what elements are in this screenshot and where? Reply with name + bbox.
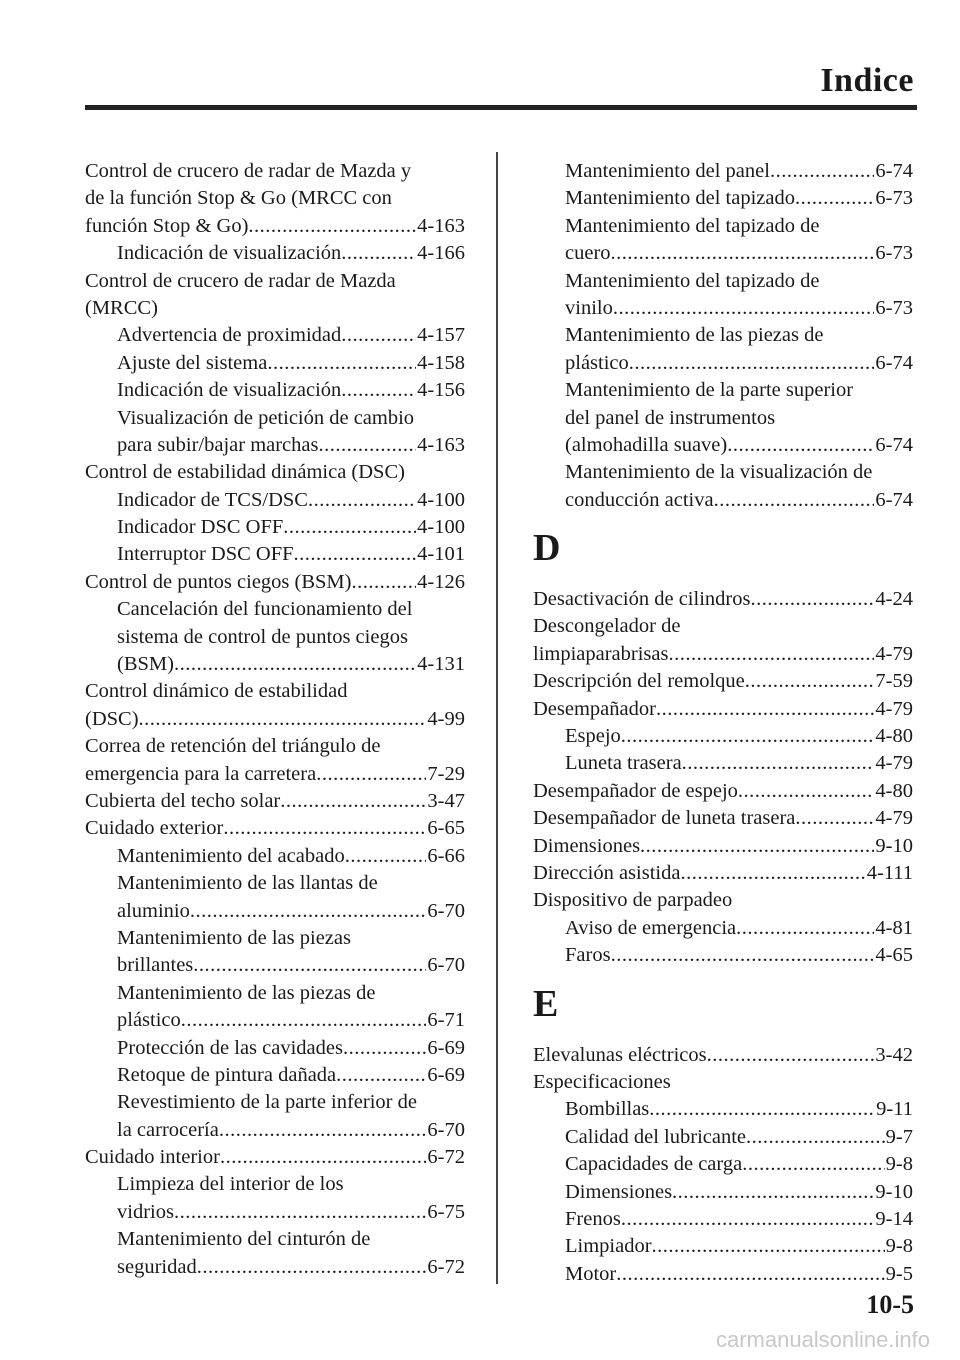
index-entry [533, 668, 913, 695]
entry-page-ref: 4-101 [417, 543, 465, 566]
entry-term: cuero [565, 242, 611, 265]
dot-leader [220, 1144, 426, 1171]
index-entry: Correa de retención del triángulo de [85, 735, 381, 758]
index-entry: Mantenimiento de las llantas de [117, 872, 378, 895]
entry-page-ref: 4-131 [417, 653, 465, 676]
index-entry [533, 432, 913, 459]
dot-leader [280, 788, 426, 815]
index-entry: (MRCC) [85, 296, 158, 319]
dot-leader [248, 213, 416, 240]
entry-page-ref: 4-157 [417, 324, 465, 347]
index-entry [85, 514, 465, 541]
header-rule [85, 105, 917, 110]
index-entry [533, 915, 913, 942]
index-entry [85, 541, 465, 568]
dot-leader [190, 898, 427, 925]
dot-leader [629, 350, 875, 377]
index-entry [85, 843, 465, 870]
index-entry [533, 350, 913, 377]
entry-term: Indicación de visualización [117, 242, 342, 265]
index-entry: Mantenimiento del cinturón de [117, 1228, 371, 1251]
dot-leader [746, 1124, 885, 1151]
dot-leader [197, 1254, 427, 1281]
entry-page-ref: 4-100 [417, 488, 465, 511]
dot-leader [193, 952, 426, 979]
index-entry [85, 952, 465, 979]
dot-leader [649, 1096, 875, 1123]
entry-page-ref: 4-79 [875, 807, 913, 830]
dot-leader [352, 569, 417, 596]
dot-leader [745, 668, 875, 695]
entry-term: Indicador DSC OFF [117, 516, 284, 539]
entry-term: Espejo [565, 725, 621, 748]
index-entry [533, 860, 913, 887]
entry-term: emergencia para la carretera [85, 762, 317, 785]
entry-page-ref: 4-156 [417, 379, 465, 402]
index-column-left [85, 158, 465, 1281]
entry-page-ref: 6-74 [875, 488, 913, 511]
dot-leader [770, 158, 874, 185]
index-entry: Limpieza del interior de los [117, 1173, 344, 1196]
index-entry [533, 185, 913, 212]
dot-leader [308, 487, 416, 514]
entry-page-ref: 4-126 [417, 570, 465, 593]
index-entry: Revestimiento de la parte inferior de [117, 1091, 417, 1114]
index-entry [533, 1151, 913, 1178]
entry-page-ref: 4-100 [417, 516, 465, 539]
dot-leader [611, 240, 875, 267]
entry-term: Retoque de pintura dañada [117, 1063, 337, 1086]
dot-leader [611, 942, 875, 969]
dot-leader [672, 1179, 874, 1206]
index-entry [85, 1144, 465, 1171]
entry-term: función Stop & Go) [85, 214, 249, 237]
entry-term: Limpiador [565, 1235, 652, 1258]
index-entry [533, 158, 913, 185]
entry-term: la carrocería [117, 1118, 219, 1141]
index-entry: Especificaciones [533, 1070, 671, 1093]
index-section-e [533, 1042, 913, 1289]
index-entry [85, 1199, 465, 1226]
index-entry [85, 322, 465, 349]
dot-leader [738, 778, 875, 805]
entry-term: Mantenimiento del tapizado [565, 187, 795, 210]
entry-term: Dimensiones [565, 1180, 673, 1203]
entry-page-ref: 9-5 [885, 1262, 913, 1285]
entry-term: Cubierta del techo solar [85, 789, 281, 812]
entry-term: Desactivación de cilindros [533, 588, 751, 611]
entry-term: Dirección asistida [533, 861, 681, 884]
dot-leader [682, 750, 875, 777]
entry-term: Capacidades de carga [565, 1153, 743, 1176]
index-entry [533, 805, 913, 832]
entry-page-ref: 9-7 [885, 1125, 913, 1148]
entry-term: Faros [565, 944, 611, 967]
index-entry [85, 788, 465, 815]
dot-leader [181, 1007, 427, 1034]
dot-leader [640, 833, 874, 860]
entry-page-ref: 7-59 [875, 670, 913, 693]
index-entry [533, 1233, 913, 1260]
entry-term: Mantenimiento del acabado [117, 844, 345, 867]
entry-page-ref: 4-81 [875, 916, 913, 939]
entry-page-ref: 6-71 [427, 1009, 465, 1032]
column-divider [496, 152, 498, 1284]
entry-term: plástico [117, 1009, 181, 1032]
entry-page-ref: 6-70 [427, 899, 465, 922]
entry-page-ref: 6-74 [875, 351, 913, 374]
dot-leader [750, 586, 874, 613]
entry-page-ref: 6-72 [427, 1255, 465, 1278]
entry-term: Control de puntos ciegos (BSM) [85, 570, 352, 593]
entry-term: conducción activa [565, 488, 714, 511]
entry-term: Ajuste del sistema [117, 351, 268, 374]
dot-leader [336, 1062, 426, 1089]
index-entry [85, 350, 465, 377]
entry-page-ref: 6-72 [427, 1146, 465, 1169]
index-entry [85, 1117, 465, 1144]
index-entry [533, 750, 913, 777]
dot-leader [341, 377, 416, 404]
index-entry [533, 586, 913, 613]
index-entry: Mantenimiento del tapizado de [565, 269, 820, 292]
dot-leader [652, 1233, 885, 1260]
page-number: 10-5 [866, 1290, 914, 1319]
entry-term: Desempañador de luneta trasera [533, 807, 796, 830]
entry-term: Indicación de visualización [117, 379, 342, 402]
entry-page-ref: 9-11 [876, 1098, 913, 1121]
section-letter-d: D [533, 527, 561, 570]
index-entry [533, 833, 913, 860]
index-entry [85, 1062, 465, 1089]
index-entry [85, 1254, 465, 1281]
dot-leader [319, 432, 417, 459]
dot-leader [345, 843, 427, 870]
dot-leader [174, 1199, 426, 1226]
dot-leader [341, 322, 416, 349]
entry-page-ref: 6-70 [427, 954, 465, 977]
entry-page-ref: 4-163 [417, 433, 465, 456]
index-entry [533, 942, 913, 969]
dot-leader [343, 1035, 426, 1062]
entry-page-ref: 4-80 [875, 725, 913, 748]
index-entry: Control de crucero de radar de Mazda y [85, 160, 412, 182]
index-entry [533, 240, 913, 267]
entry-term: seguridad [117, 1255, 197, 1278]
entry-page-ref: 9-8 [885, 1153, 913, 1176]
index-entry: Control de estabilidad dinámica (DSC) [85, 461, 405, 484]
entry-page-ref: 4-99 [427, 707, 465, 730]
index-entry [533, 1096, 913, 1123]
index-entry [533, 723, 913, 750]
index-entry: Control de crucero de radar de Mazda [85, 269, 396, 292]
index-entry: Mantenimiento de la visualización de [565, 461, 873, 484]
entry-term: Desempañador [533, 697, 656, 720]
index-continued-list [533, 158, 913, 514]
entry-term: vinilo [565, 296, 613, 319]
index-entry [85, 213, 465, 240]
index-entry [85, 569, 465, 596]
dot-leader [616, 1261, 884, 1288]
dot-leader [223, 815, 426, 842]
dot-leader [707, 1042, 875, 1069]
entry-term: Protección de las cavidades [117, 1036, 343, 1059]
entry-page-ref: 6-69 [427, 1036, 465, 1059]
entry-page-ref: 4-111 [866, 861, 913, 884]
entry-term: (almohadilla suave) [565, 433, 728, 456]
entry-term: limpiaparabrisas [533, 642, 669, 665]
index-entry: del panel de instrumentos [565, 406, 776, 429]
entry-term: Bombillas [565, 1098, 650, 1121]
entry-term: Elevalunas eléctricos [533, 1043, 707, 1066]
index-entry: sistema de control de puntos ciegos [117, 625, 408, 648]
entry-page-ref: 4-163 [417, 214, 465, 237]
dot-leader [294, 541, 417, 568]
entry-term: brillantes [117, 954, 194, 977]
index-column-right [533, 158, 913, 1288]
entry-term: (DSC) [85, 707, 139, 730]
entry-page-ref: 4-79 [875, 642, 913, 665]
entry-term: Luneta trasera [565, 752, 682, 775]
entry-page-ref: 4-166 [417, 242, 465, 265]
entry-term: Calidad del lubricante [565, 1125, 747, 1148]
entry-term: Mantenimiento del panel [565, 160, 770, 182]
index-entry: Mantenimiento del tapizado de [565, 214, 820, 237]
dot-leader [316, 761, 426, 788]
dot-leader [139, 706, 427, 733]
index-entry: Mantenimiento de la parte superior [565, 379, 854, 402]
entry-page-ref: 6-73 [875, 296, 913, 319]
index-entry [533, 1179, 913, 1206]
dot-leader [621, 723, 875, 750]
entry-page-ref: 6-65 [427, 817, 465, 840]
page-title: Indice [820, 62, 914, 99]
index-entry: Mantenimiento de las piezas de [565, 324, 824, 347]
entry-page-ref: 4-65 [875, 944, 913, 967]
entry-page-ref: 6-73 [875, 242, 913, 265]
entry-page-ref: 6-75 [427, 1200, 465, 1223]
dot-leader [795, 805, 874, 832]
index-entry [533, 1042, 913, 1069]
dot-leader [341, 240, 416, 267]
entry-term: vidrios [117, 1200, 174, 1223]
index-entry [533, 1206, 913, 1233]
dot-leader [283, 514, 416, 541]
entry-page-ref: 6-73 [875, 187, 913, 210]
dot-leader [267, 350, 416, 377]
entry-page-ref: 9-10 [875, 1180, 913, 1203]
entry-page-ref: 6-70 [427, 1118, 465, 1141]
entry-term: Dimensiones [533, 834, 641, 857]
entry-term: Cuidado exterior [85, 817, 224, 840]
entry-term: Frenos [565, 1207, 621, 1230]
index-entry [533, 778, 913, 805]
index-entry: Descongelador de [533, 615, 681, 638]
index-entry [85, 898, 465, 925]
entry-page-ref: 6-66 [427, 844, 465, 867]
entry-term: Interruptor DSC OFF [117, 543, 294, 566]
index-entry [85, 1007, 465, 1034]
dot-leader [727, 432, 874, 459]
dot-leader [656, 696, 874, 723]
index-entry [85, 761, 465, 788]
index-entry [85, 487, 465, 514]
dot-leader [795, 185, 874, 212]
dot-leader [668, 641, 874, 668]
index-entry [85, 240, 465, 267]
index-entry [85, 377, 465, 404]
entry-term: Descripción del remolque [533, 670, 745, 693]
index-entry: Cancelación del funcionamiento del [117, 598, 413, 621]
entry-term: plástico [565, 351, 629, 374]
entry-page-ref: 7-29 [427, 762, 465, 785]
index-entry: Dispositivo de parpadeo [533, 889, 733, 912]
index-entry [85, 706, 465, 733]
index-entry [85, 651, 465, 678]
index-entry: Visualización de petición de cambio [117, 406, 415, 429]
entry-term: aluminio [117, 899, 190, 922]
watermark: carmanualsonline.info [715, 1327, 930, 1352]
index-entry [533, 1124, 913, 1151]
entry-page-ref: 9-10 [875, 834, 913, 857]
index-entry [533, 1261, 913, 1288]
entry-term: Aviso de emergencia [565, 916, 737, 939]
index-entry [85, 815, 465, 842]
entry-page-ref: 6-74 [875, 433, 913, 456]
index-entry: de la función Stop & Go (MRCC con [85, 187, 392, 210]
dot-leader [621, 1206, 875, 1233]
entry-page-ref: 4-24 [875, 588, 913, 611]
entry-page-ref: 6-69 [427, 1063, 465, 1086]
entry-term: Advertencia de proximidad [117, 324, 342, 347]
dot-leader [613, 295, 875, 322]
dot-leader [742, 1151, 884, 1178]
dot-leader [736, 915, 874, 942]
dot-leader [174, 651, 416, 678]
entry-term: Desempañador de espejo [533, 779, 738, 802]
section-letter-e: E [533, 982, 559, 1025]
entry-page-ref: 3-42 [875, 1043, 913, 1066]
index-section-d [533, 586, 913, 969]
entry-page-ref: 9-14 [875, 1207, 913, 1230]
entry-term: Indicador de TCS/DSC [117, 488, 308, 511]
dot-leader [714, 487, 875, 514]
index-entry [85, 432, 465, 459]
entry-page-ref: 4-79 [875, 752, 913, 775]
entry-term: Cuidado interior [85, 1146, 220, 1169]
entry-page-ref: 4-79 [875, 697, 913, 720]
index-entry: Control dinámico de estabilidad [85, 680, 348, 703]
entry-page-ref: 4-158 [417, 351, 465, 374]
entry-term: (BSM) [117, 653, 174, 676]
index-entry: Mantenimiento de las piezas [117, 926, 351, 949]
entry-term: Motor [565, 1262, 617, 1285]
index-entry [533, 295, 913, 322]
index-entry [533, 487, 913, 514]
index-entry: Mantenimiento de las piezas de [117, 981, 376, 1004]
entry-page-ref: 3-47 [427, 789, 465, 812]
dot-leader [680, 860, 865, 887]
index-entry [533, 696, 913, 723]
entry-page-ref: 6-74 [875, 160, 913, 182]
index-entry [85, 1035, 465, 1062]
index-entry [533, 641, 913, 668]
entry-page-ref: 9-8 [885, 1235, 913, 1258]
entry-page-ref: 4-80 [875, 779, 913, 802]
entry-term: para subir/bajar marchas [117, 433, 319, 456]
dot-leader [219, 1117, 427, 1144]
